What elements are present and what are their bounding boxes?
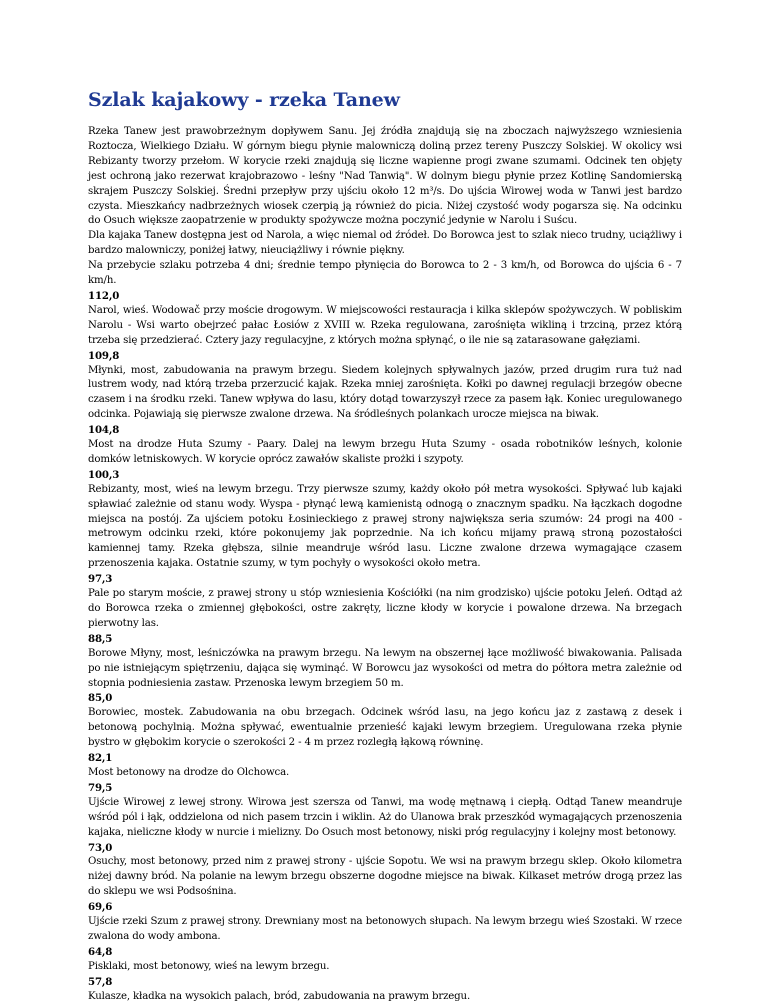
kilometer-marker: 104,8 (88, 424, 120, 437)
kilometer-marker: 112,0 (88, 289, 120, 302)
kilometer-marker: 57,8 (88, 975, 113, 988)
section-text: Osuchy, most betonowy, przed nim z prawej strony - ujście Sopotu. We wsi na prawym brzegu sklep. Około kilometra niżej dawny bród. Na polanie na lewym brzegu obszerne dogodne miejsce na biwak. Kilkaset metrów drogą przez las do sklepu we wsi Podsośnina. (88, 856, 682, 898)
kilometer-marker: 82,1 (88, 752, 113, 765)
section-text: Most na drodze Huta Szumy - Paary. Dalej na lewym brzegu Huta Szumy - osada robotników leśnych, kolonie domków letniskowych. W korycie oprócz zawałów skaliste prożki i szypoty. (88, 439, 682, 465)
kilometer-marker: 85,0 (88, 692, 113, 705)
document-page (88, 88, 682, 1004)
intro-paragraph: Na przebycie szlaku potrzeba 4 dni; średnie tempo płynięcia do Borowca to 2 - 3 km/h, od Borowca do ujścia 6 - 7 km/h. (88, 260, 682, 287)
intro-paragraph: Rzeka Tanew jest prawobrzeżnym dopływem Sanu. Jej źródła znajdują się na zboczach najwyższego wzniesienia Roztocza, Wielkiego Działu. W górnym biegu płynie malowniczą doliną przez tereny Puszczy Solskiej. W okolicy wsi Rebizanty tworzy przełom. W korycie rzeki znajdują się liczne wapienne progi zwane szumami. Odcinek ten objęty jest ochroną jako rezerwat krajobrazowo - leśny "Nad Tanwią". W dolnym biegu płynie przez Kotlinę Sandomierską skrajem Puszczy Solskiej. Średni przepływ przy ujściu około 12 m³/s. Do ujścia Wirowej woda w Tanwi jest bardzo czysta. Mieszkańcy nadbrzeżnych wiosek czerpią ją również do picia. Niżej czystość wody pogarsza się. Na odcinku do Osuch większe zaopatrzenie w produkty spożywcze można poczynić jedynie w Narolu i Suścu. (88, 126, 682, 227)
kilometer-marker: 69,6 (88, 901, 113, 914)
section-text: Narol, wieś. Wodowač przy moście drogowym. W miejscowości restauracja i kilka sklepów spożywczych. W pobliskim Narolu - Wsi warto obejrzeć pałac Łosiów z XVIII w. Rzeka regulowana, zarośnięta wikliną i trzciną, przez którą trzeba się przedzierać. Cztery jazy regulacyjne, z których można spłynąć, o ile nie są zatarasowane gałęziami. (88, 304, 682, 346)
section-text: Pale po starym moście, z prawej strony u stóp wzniesienia Kościółki (na nim grodzisko) ujście potoku Jeleń. Odtąd aż do Borowca rzeka o zmiennej głębokości, ostre zakręty, liczne kłody w korycie i powalone drzewa. Na brzegach pierwotny las. (88, 588, 682, 629)
kilometer-marker: 64,8 (88, 945, 113, 958)
kilometer-marker: 88,5 (88, 632, 113, 645)
section-text: Kulasze, kładka na wysokich palach, bród, zabudowania na prawym brzegu. (88, 990, 471, 1002)
kilometer-marker: 100,3 (88, 468, 120, 481)
section-text: Most betonowy na drodze do Olchowca. (88, 766, 290, 778)
document-body (88, 125, 682, 1004)
page-title: Szlak kajakowy - rzeka Tanew (88, 89, 400, 111)
kilometer-marker: 73,0 (88, 841, 113, 854)
section-text: Ujście rzeki Szum z prawej strony. Drewniany most na betonowych słupach. Na lewym brzegu wieś Szostaki. W rzece zwalona do wody ambona. (88, 916, 682, 942)
kilometer-marker: 79,5 (88, 781, 113, 794)
intro-paragraph: Dla kajaka Tanew dostępna jest od Narola, a więc niemal od źródeł. Do Borowca jest to szlak nieco trudny, uciążliwy i bardzo malowniczy, poniżej łatwy, nieuciążliwy i równie piękny. (88, 230, 682, 257)
kilometer-marker: 97,3 (88, 573, 113, 586)
section-text: Borowe Młyny, most, leśniczówka na prawym brzegu. Na lewym na obszernej łące możliwość biwakowania. Palisada po nie istniejącym spiętrzeniu, dająca się wyminąć. W Borowcu jaz wysokości od metra do półtora metra zależnie od stopnia podniesienia zastaw. Przenoska lewym brzegiem 50 m. (88, 647, 682, 689)
section-text: Rebizanty, most, wieś na lewym brzegu. Trzy pierwsze szumy, każdy około pół metra wysokości. Spływać lub kajaki spławiać zależnie od stanu wody. Wyspa - płynąć lewą kamienistą odnogą o znacznym spadku. Na łączkach dogodne miejsca na postój. Za ujściem potoku Łosinieckiego z prawej strony największa seria szumów: 24 progi na 400 - metrowym odcinku rzeki, które pokonujemy jak poprzednie. Na ich końcu mijamy prawą stroną pozostałości kamiennej tamy. Rzeka głębsza, silnie meandruje wśród lasu. Liczne zwalone drzewa wymagające czasem przenoszenia kajaka. Ostatnie szumy, w tym pochyły o wysokości około metra. (88, 483, 682, 570)
section-text: Pisklaki, most betonowy, wieś na lewym brzegu. (88, 960, 330, 972)
section-text: Borowiec, mostek. Zabudowania na obu brzegach. Odcinek wśród lasu, na jego końcu jaz z zastawą z desek i betonową pochylnią. Można spływać, ewentualnie przenieść kajaki lewym brzegiem. Uregulowana rzeka płynie bystro w głębokim korycie o szerokości 2 - 4 m przez rozległą łąkową równinę. (88, 707, 682, 749)
section-text: Młynki, most, zabudowania na prawym brzegu. Siedem kolejnych spływalnych jazów, przed drugim rura tuż nad lustrem wody, nad którą trzeba przerzucić kajak. Rzeka mniej zarośnięta. Kołki po dawnej regulacji brzegów obecne czasem i na środku rzeki. Tanew wpływa do lasu, który dotąd towarzyszył rzece za pasem łąk. Koniec uregulowanego odcinka. Pojawiają się pierwsze zwalone drzewa. Na śródleśnych polankach urocze miejsca na biwak. (88, 364, 682, 421)
kilometer-marker: 109,8 (88, 349, 120, 362)
section-text: Ujście Wirowej z lewej strony. Wirowa jest szersza od Tanwi, ma wodę mętnawą i ciepłą. Odtąd Tanew meandruje wśród pól i łąk, oddzielona od nich pasem trzcin i wiklin. Aż do Ulanowa brak przeszkód wymagających przenoszenia kajaka, nieliczne kłody w nurcie i mielizny. Do Osuch most betonowy, niski próg regulacyjny i kolejny most betonowy. (88, 796, 682, 838)
